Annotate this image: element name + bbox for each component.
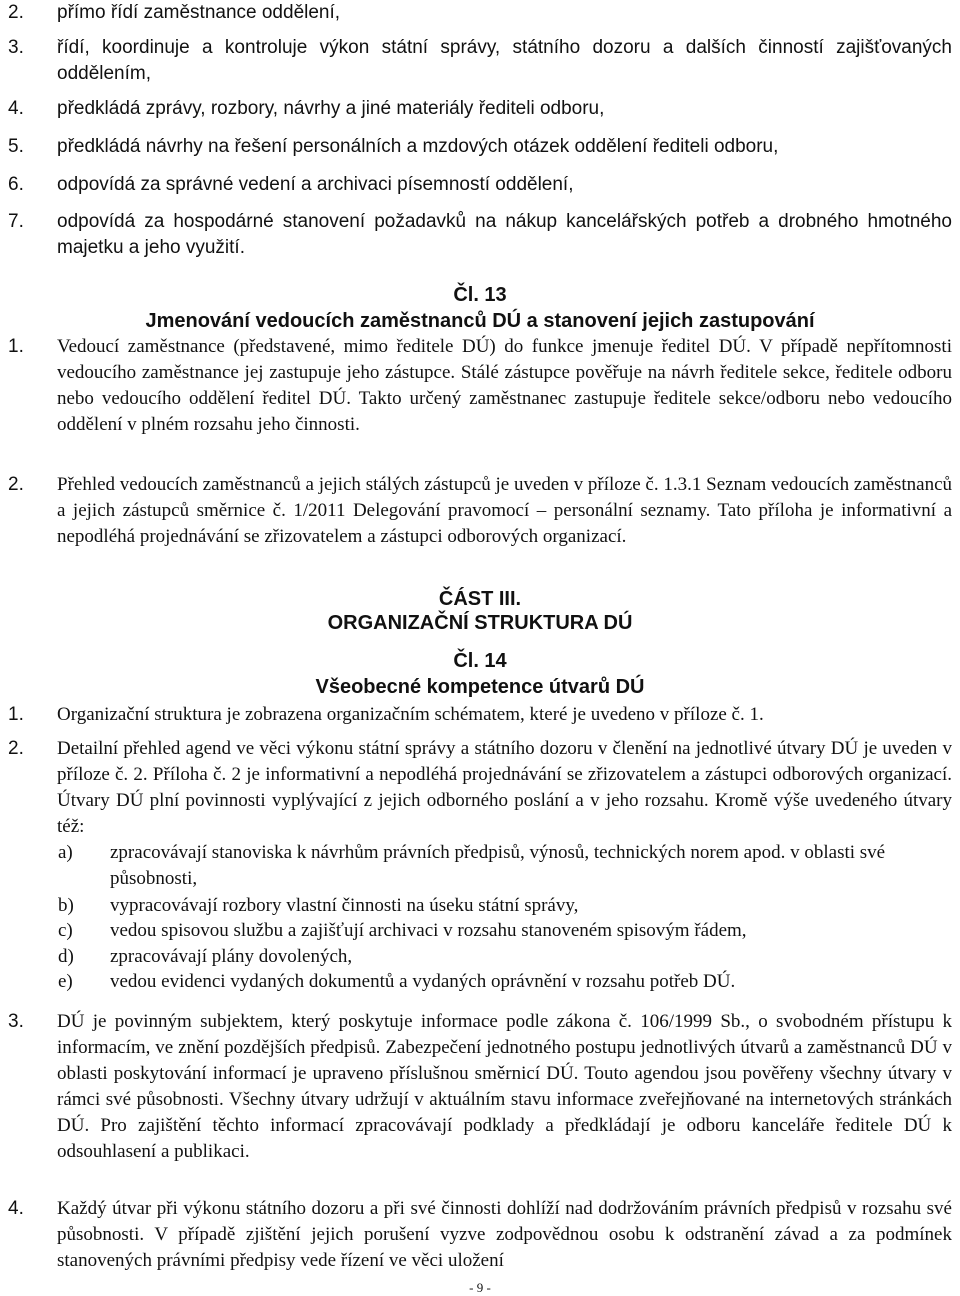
sublist-text: zpracovávají stanoviska k návrhům právních předpisů, výnosů, technických norem apod. v oblasti své působnosti,: [110, 842, 886, 889]
paragraph: [8, 1196, 952, 1274]
sublist-item: [58, 893, 952, 919]
paragraph-number: 1.: [8, 704, 24, 725]
paragraph-text: Každý útvar při výkonu státního dozoru a při své činnosti dohlíží nad dodržováním právních předpisů v rozsahu své působnosti. V případě zjištění jejich porušení vyzve zodpovědnou osobu k odstranění závad a za podmínek stanovených právními předpisy vede řízení ve věci uložení: [57, 1198, 952, 1271]
sublist-item: [58, 918, 952, 944]
list-text: předkládá zprávy, rozbory, návrhy a jiné materiály řediteli odboru,: [57, 98, 605, 119]
list-text: odpovídá za hospodárné stanovení požadavků na nákup kancelářských potřeb a drobného hmotného majetku a jeho využití.: [57, 211, 952, 258]
list-number: 2.: [8, 2, 24, 23]
sublist-label: b): [58, 895, 74, 916]
paragraph-number: 3.: [8, 1011, 24, 1032]
article-title: Jmenování vedoucích zaměstnanců DÚ a stanovení jejich zastupování: [145, 310, 815, 332]
list-number: 3.: [8, 37, 24, 58]
sublist-item: [58, 969, 952, 995]
list-item: [8, 0, 952, 26]
list-number: 5.: [8, 136, 24, 157]
list-item: [8, 35, 952, 87]
list-text: odpovídá za správné vedení a archivaci písemností oddělení,: [57, 174, 574, 195]
article-number: Čl. 13: [453, 284, 507, 306]
page-number: - 9 -: [469, 1280, 491, 1295]
sublist-text: zpracovávají plány dovolených,: [110, 946, 353, 967]
list-text: řídí, koordinuje a kontroluje výkon státní správy, státního dozoru a dalších činností zajišťovaných oddělením,: [57, 37, 952, 84]
part-label: ČÁST III.: [438, 588, 522, 610]
list-item: [8, 172, 952, 198]
paragraph-number: 1.: [8, 336, 24, 357]
article-number: Čl. 14: [453, 650, 507, 672]
paragraph: [8, 736, 952, 840]
list-item: [8, 134, 952, 160]
sublist-label: e): [58, 971, 73, 992]
list-number: 4.: [8, 98, 24, 119]
paragraph: [8, 702, 952, 728]
sublist-item: [58, 944, 952, 970]
list-text: předkládá návrhy na řešení personálních a mzdových otázek oddělení řediteli odboru,: [57, 136, 779, 157]
sublist-label: a): [58, 842, 73, 863]
part-title: ORGANIZAČNÍ STRUKTURA DÚ: [327, 612, 633, 634]
list-text: přímo řídí zaměstnance oddělení,: [57, 2, 341, 23]
sublist-label: c): [58, 920, 73, 941]
list-item: [8, 96, 952, 122]
paragraph: [8, 472, 952, 550]
paragraph: [8, 1009, 952, 1165]
paragraph-text: Vedoucí zaměstnance (představené, mimo ředitele DÚ) do funkce jmenuje ředitel DÚ. V případě nepřítomnosti vedoucího zaměstnance jej zastupuje jeho zástupce. Stálé zástupce pověřuje na návrh ředitele sekce, ředitele odboru nebo vedoucího oddělení ředitel DÚ. Takto určený zaměstnanec zastupuje ředitele sekce/odboru nebo vedoucího oddělení v plném rozsahu jeho činnosti.: [57, 336, 952, 435]
paragraph-number: 2.: [8, 474, 24, 495]
list-number: 6.: [8, 174, 24, 195]
paragraph-text: Organizační struktura je zobrazena organizačním schématem, které je uvedeno v příloze č. 1.: [57, 704, 764, 725]
sublist-label: d): [58, 946, 74, 967]
paragraph-text: DÚ je povinným subjektem, který poskytuje informace podle zákona č. 106/1999 Sb., o svobodném přístupu k informacím, ve znění pozdějších předpisů. Zabezpečení jednotného postupu jednotlivých útvarů a zaměstnanců DÚ v oblasti poskytování informací je upraveno příslušnou směrnicí DÚ. Touto agendou jsou pověřeny všechny útvary v rámci své působnosti. Všechny útvary udržují v aktuálním stavu informace zveřejňované na internetových stránkách DÚ. Pro zajištění těchto informací zpracovávají podklady a předkládají je odboru kanceláře ředitele DÚ k odsouhlasení a publikaci.: [57, 1011, 952, 1162]
paragraph-number: 2.: [8, 738, 24, 759]
sublist-text: vypracovávají rozbory vlastní činnosti na úseku státní správy,: [110, 895, 579, 916]
paragraph: [8, 334, 952, 438]
sublist-text: vedou spisovou službu a zajišťují archivaci v rozsahu stanoveném spisovým řádem,: [110, 920, 747, 941]
list-item: [8, 209, 952, 261]
paragraph-number: 4.: [8, 1198, 24, 1219]
paragraph-text: Detailní přehled agend ve věci výkonu státní správy a státního dozoru v členění na jednotlivé útvary DÚ je uveden v příloze č. 2. Příloha č. 2 je informativní a nepodléhá projednávání se zřizovatelem a zástupci odborových organizací. Útvary DÚ plní povinnosti vyplývající z jejich odborného poslání a v jeho rozsahu. Kromě výše uvedeného útvary též:: [57, 738, 952, 837]
list-number: 7.: [8, 211, 24, 232]
sublist-text: vedou evidenci vydaných dokumentů a vydaných oprávnění v rozsahu potřeb DÚ.: [110, 971, 736, 992]
paragraph-text: Přehled vedoucích zaměstnanců a jejich stálých zástupců je uveden v příloze č. 1.3.1 Seznam vedoucích zaměstnanců a jejich zástupců směrnice č. 1/2011 Delegování pravomocí – personální seznamy. Tato příloha je informativní a nepodléhá projednávání se zřizovatelem a zástupci odborových organizací.: [57, 474, 952, 547]
article-title: Všeobecné kompetence útvarů DÚ: [315, 676, 645, 698]
sublist-item: [58, 840, 952, 892]
